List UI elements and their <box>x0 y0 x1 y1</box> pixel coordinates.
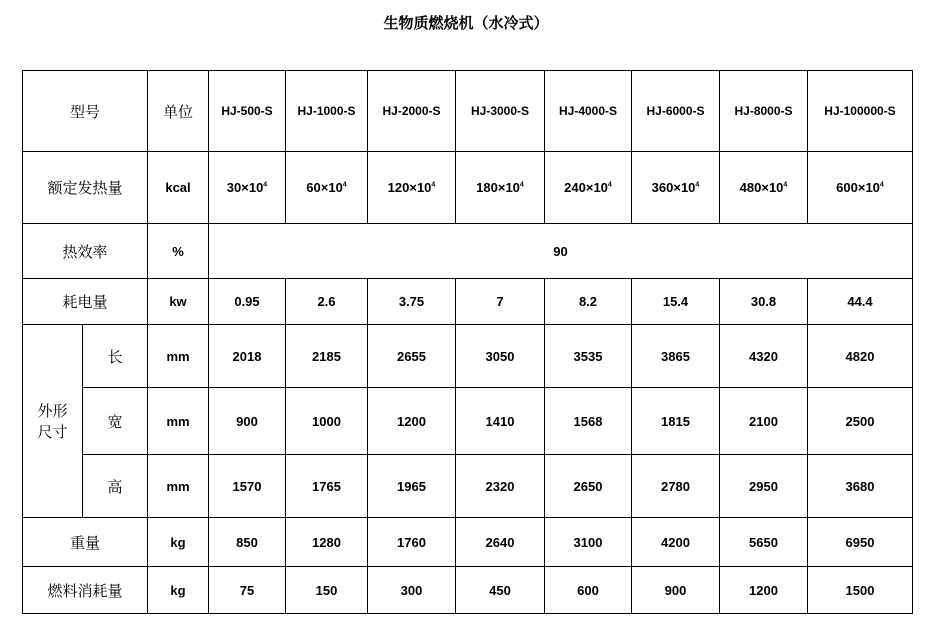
heat-cell: $60\times 10^4$ <box>286 152 368 224</box>
unit-header: 单位 <box>148 71 209 152</box>
row-label: 额定发热量 <box>23 152 148 224</box>
row-label: 重量 <box>23 518 148 567</box>
model-cell: HJ-1000-S <box>286 71 368 152</box>
heat-output-row <box>23 152 913 224</box>
page-title: 生物质燃烧机（水冷式） <box>383 14 549 32</box>
unit-cell: mm <box>148 455 209 518</box>
value-cell: 3865 <box>632 325 720 388</box>
value-cell: 1410 <box>456 388 545 455</box>
unit-cell: kcal <box>148 152 209 224</box>
row-label: 长 <box>83 325 148 388</box>
unit-cell: mm <box>148 388 209 455</box>
heat-cell: $360\times 10^4$ <box>632 152 720 224</box>
height-row <box>23 455 913 518</box>
value-cell: 2655 <box>368 325 456 388</box>
value-cell: 1815 <box>632 388 720 455</box>
value-cell: 1570 <box>209 455 286 518</box>
model-cell: HJ-3000-S <box>456 71 545 152</box>
unit-cell: kg <box>148 567 209 614</box>
model-cell: HJ-2000-S <box>368 71 456 152</box>
heat-cell: $30\times 10^4$ <box>209 152 286 224</box>
value-cell: 75 <box>209 567 286 614</box>
value-cell: 7 <box>456 279 545 325</box>
value-cell: 3680 <box>808 455 913 518</box>
weight-row <box>23 518 913 567</box>
value-cell: 3535 <box>545 325 632 388</box>
length-row <box>23 325 913 388</box>
efficiency-row <box>23 224 913 279</box>
value-cell: 1568 <box>545 388 632 455</box>
row-label: 高 <box>83 455 148 518</box>
heat-cell: $240\times 10^4$ <box>545 152 632 224</box>
value-cell: 2018 <box>209 325 286 388</box>
value-cell: 450 <box>456 567 545 614</box>
unit-cell: mm <box>148 325 209 388</box>
value-cell: 1765 <box>286 455 368 518</box>
value-cell: 8.2 <box>545 279 632 325</box>
value-cell: 2185 <box>286 325 368 388</box>
value-cell: 1760 <box>368 518 456 567</box>
value-cell: 2950 <box>720 455 808 518</box>
row-label: 耗电量 <box>23 279 148 325</box>
efficiency-value: 90 <box>209 224 913 279</box>
model-cell: HJ-500-S <box>209 71 286 152</box>
row-label: 宽 <box>83 388 148 455</box>
heat-cell: $600\times 10^4$ <box>808 152 913 224</box>
heat-cell: $180\times 10^4$ <box>456 152 545 224</box>
power-row <box>23 279 913 325</box>
unit-cell: kg <box>148 518 209 567</box>
row-label: 热效率 <box>23 224 148 279</box>
value-cell: 5650 <box>720 518 808 567</box>
spec-table <box>22 70 913 614</box>
model-cell: HJ-100000-S <box>808 71 913 152</box>
value-cell: 150 <box>286 567 368 614</box>
value-cell: 1280 <box>286 518 368 567</box>
value-cell: 0.95 <box>209 279 286 325</box>
value-cell: 15.4 <box>632 279 720 325</box>
value-cell: 1000 <box>286 388 368 455</box>
value-cell: 3.75 <box>368 279 456 325</box>
value-cell: 2320 <box>456 455 545 518</box>
value-cell: 44.4 <box>808 279 913 325</box>
model-cell: HJ-8000-S <box>720 71 808 152</box>
value-cell: 1965 <box>368 455 456 518</box>
value-cell: 850 <box>209 518 286 567</box>
value-cell: 1200 <box>368 388 456 455</box>
unit-cell: % <box>148 224 209 279</box>
value-cell: 2780 <box>632 455 720 518</box>
header-row <box>23 71 913 152</box>
value-cell: 900 <box>632 567 720 614</box>
value-cell: 30.8 <box>720 279 808 325</box>
value-cell: 1500 <box>808 567 913 614</box>
value-cell: 600 <box>545 567 632 614</box>
value-cell: 1200 <box>720 567 808 614</box>
model-cell: HJ-4000-S <box>545 71 632 152</box>
value-cell: 300 <box>368 567 456 614</box>
dimensions-group-label: 外形 尺寸 <box>23 325 83 518</box>
value-cell: 3050 <box>456 325 545 388</box>
value-cell: 2500 <box>808 388 913 455</box>
width-row <box>23 388 913 455</box>
value-cell: 4820 <box>808 325 913 388</box>
model-cell: HJ-6000-S <box>632 71 720 152</box>
fuel-row <box>23 567 913 614</box>
value-cell: 2.6 <box>286 279 368 325</box>
value-cell: 2640 <box>456 518 545 567</box>
value-cell: 3100 <box>545 518 632 567</box>
heat-cell: $480\times 10^4$ <box>720 152 808 224</box>
unit-cell: kw <box>148 279 209 325</box>
value-cell: 2100 <box>720 388 808 455</box>
value-cell: 4200 <box>632 518 720 567</box>
heat-cell: $120\times 10^4$ <box>368 152 456 224</box>
row-label: 燃料消耗量 <box>23 567 148 614</box>
value-cell: 2650 <box>545 455 632 518</box>
value-cell: 900 <box>209 388 286 455</box>
value-cell: 4320 <box>720 325 808 388</box>
value-cell: 6950 <box>808 518 913 567</box>
model-header: 型号 <box>23 71 148 152</box>
